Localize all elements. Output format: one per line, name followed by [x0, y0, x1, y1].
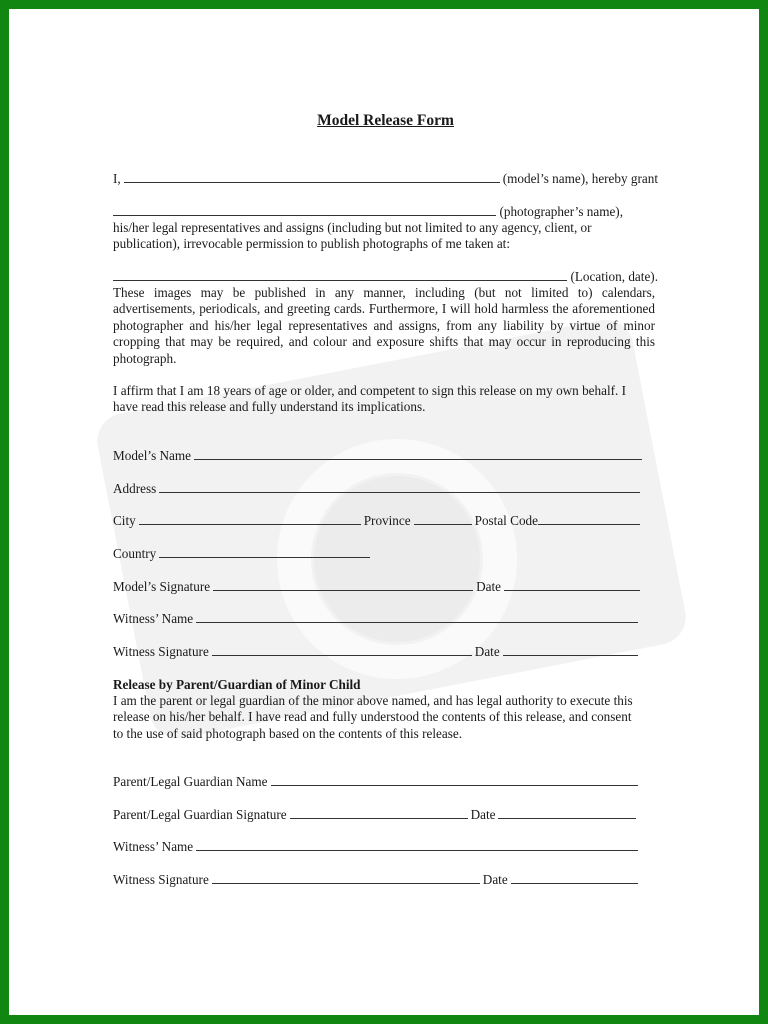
witness-signature-date-input[interactable] [503, 644, 638, 656]
address-row [113, 481, 643, 497]
minor-witness-signature-label: Witness Signature [113, 872, 209, 887]
witness-name-label: Witness’ Name [113, 611, 194, 626]
grant-body: These images may be published in any manner, including (but not limited to) calendars, advertisements, periodicals, and greeting cards. Furthermore, I will hold harmless the aforementioned photographer and his/her legal representatives and assigns, from any liability by virtue of minor cropping that may be required, and colour and exposure shifts that may occur in reproducing this photograph. [113, 285, 655, 366]
grant-photographer-line [113, 204, 623, 220]
province-label: Province [363, 513, 411, 528]
document-page [9, 9, 759, 1015]
province-input[interactable] [414, 513, 472, 525]
grant-location-line [113, 269, 658, 285]
affirmation-text: I affirm that I am 18 years of age or older, and competent to sign this release on my own behalf. I have read this release and fully understand its implications. [113, 383, 627, 415]
grant-continuation: his/her legal representatives and assigns (including but not limited to any agency, client, or publication), irrevocable permission to publish photographs of me taken at: [113, 220, 592, 252]
models-name-input[interactable] [194, 448, 642, 460]
grant-model-line [113, 171, 658, 187]
minor-witness-signature-input[interactable] [212, 872, 480, 884]
guardian-name-label: Parent/Legal Guardian Name [113, 774, 268, 789]
minor-witness-signature-row [113, 872, 641, 888]
guardian-signature-label: Parent/Legal Guardian Signature [113, 807, 287, 822]
photographer-suffix: (photographer’s name), [499, 204, 623, 219]
models-name-label: Model’s Name [113, 448, 192, 463]
postal-code-input[interactable] [538, 513, 640, 525]
models-signature-input[interactable] [213, 579, 473, 591]
models-name-row [113, 448, 645, 464]
witness-signature-input[interactable] [212, 644, 472, 656]
minor-section-heading: Release by Parent/Guardian of Minor Child [113, 677, 361, 692]
guardian-signature-input[interactable] [290, 807, 468, 819]
minor-witness-signature-date-label: Date [482, 872, 508, 887]
minor-witness-name-input[interactable] [196, 839, 638, 851]
model-name-suffix: (model’s name), hereby grant [502, 171, 658, 186]
witness-signature-date-label: Date [474, 644, 500, 659]
models-signature-label: Model’s Signature [113, 579, 211, 594]
guardian-name-input[interactable] [271, 774, 638, 786]
guardian-signature-date-input[interactable] [498, 807, 636, 819]
models-signature-date-label: Date [476, 579, 501, 594]
location-date-blank[interactable] [113, 269, 567, 281]
model-name-blank[interactable] [124, 171, 500, 183]
address-input[interactable] [159, 481, 640, 493]
models-signature-row [113, 579, 643, 595]
location-suffix: (Location, date). [570, 269, 658, 284]
city-input[interactable] [139, 513, 361, 525]
page-title: Model Release Form [317, 112, 454, 129]
postal-code-label: Postal Code [474, 513, 538, 528]
photographer-name-blank[interactable] [113, 204, 496, 216]
grant-prefix: I, [113, 171, 121, 186]
minor-witness-name-label: Witness’ Name [113, 839, 194, 854]
city-row [113, 513, 643, 529]
country-row [113, 546, 373, 562]
guardian-signature-date-label: Date [470, 807, 496, 822]
minor-witness-name-row [113, 839, 641, 855]
witness-name-row [113, 611, 641, 627]
witness-signature-label: Witness Signature [113, 644, 209, 659]
address-label: Address [113, 481, 157, 496]
witness-signature-row [113, 644, 641, 660]
models-signature-date-input[interactable] [504, 579, 640, 591]
guardian-signature-row [113, 807, 639, 823]
guardian-name-row [113, 774, 641, 790]
minor-witness-signature-date-input[interactable] [511, 872, 638, 884]
country-label: Country [113, 546, 157, 561]
country-input[interactable] [159, 546, 370, 558]
minor-section-body: I am the parent or legal guardian of the minor above named, and has legal authority to execute this release on his/her behalf. I have read and fully understood the contents of this release, and consent to the use of said photograph based on the contents of this release. [113, 693, 633, 741]
witness-name-input[interactable] [196, 611, 638, 623]
city-label: City [113, 513, 136, 528]
